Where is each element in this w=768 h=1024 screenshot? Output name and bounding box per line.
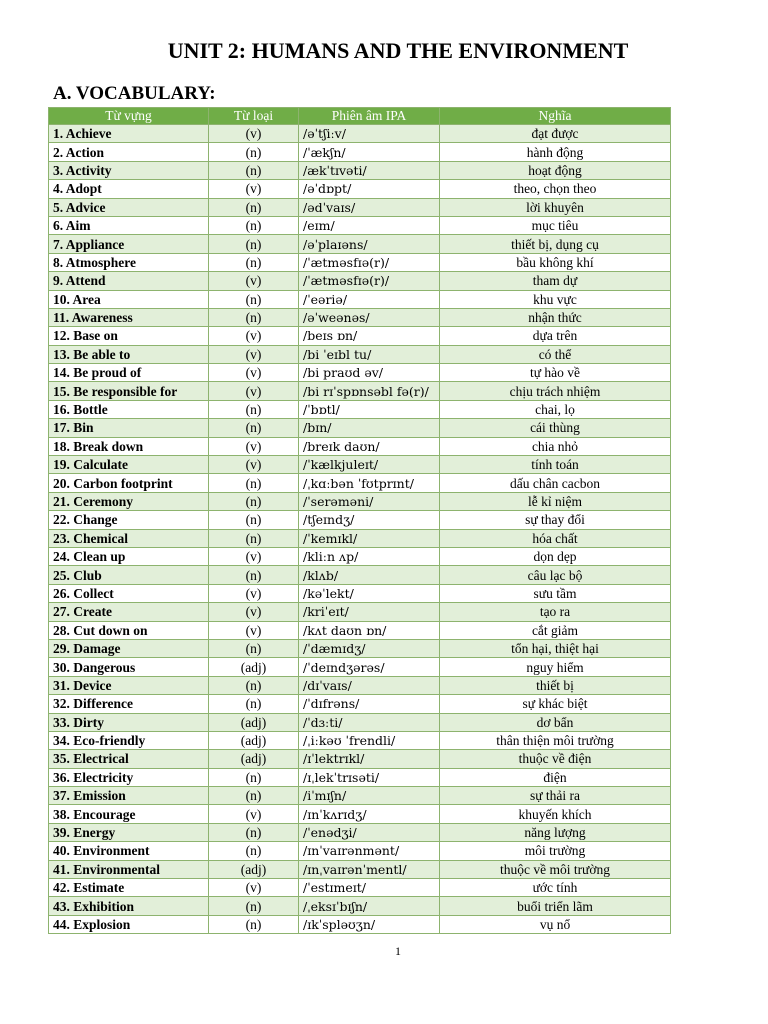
table-row bbox=[49, 879, 671, 897]
ipa-transcription: /ˈenədʒi/ bbox=[299, 823, 440, 841]
word-meaning: tạo ra bbox=[440, 603, 671, 621]
word-meaning: lời khuyên bbox=[440, 198, 671, 216]
table-row bbox=[49, 750, 671, 768]
ipa-transcription: /ɪˈlektrɪkl/ bbox=[299, 750, 440, 768]
word-type: (n) bbox=[209, 695, 299, 713]
word-meaning: chai, lọ bbox=[440, 400, 671, 418]
table-row bbox=[49, 511, 671, 529]
table-row bbox=[49, 584, 671, 602]
vocab-word: 11. Awareness bbox=[49, 308, 209, 326]
table-row bbox=[49, 308, 671, 326]
word-type: (adj) bbox=[209, 750, 299, 768]
word-type: (v) bbox=[209, 603, 299, 621]
word-meaning: thiết bị bbox=[440, 676, 671, 694]
ipa-transcription: /ˈdæmɪdʒ/ bbox=[299, 639, 440, 657]
table-row bbox=[49, 253, 671, 271]
word-meaning: tổn hại, thiệt hại bbox=[440, 639, 671, 657]
vocab-word: 15. Be responsible for bbox=[49, 382, 209, 400]
header-word: Từ vựng bbox=[49, 108, 209, 125]
vocab-word: 2. Action bbox=[49, 143, 209, 161]
table-row bbox=[49, 419, 671, 437]
word-type: (v) bbox=[209, 180, 299, 198]
ipa-transcription: /ˈdɪfrəns/ bbox=[299, 695, 440, 713]
table-row bbox=[49, 658, 671, 676]
word-meaning: thuộc về điện bbox=[440, 750, 671, 768]
ipa-transcription: /ˌeksɪˈbɪʃn/ bbox=[299, 897, 440, 915]
vocab-word: 6. Aim bbox=[49, 216, 209, 234]
table-row bbox=[49, 198, 671, 216]
vocab-word: 28. Cut down on bbox=[49, 621, 209, 639]
vocab-word: 27. Create bbox=[49, 603, 209, 621]
word-meaning: môi trường bbox=[440, 842, 671, 860]
table-row bbox=[49, 897, 671, 915]
word-type: (v) bbox=[209, 125, 299, 143]
vocab-word: 23. Chemical bbox=[49, 529, 209, 547]
vocab-word: 43. Exhibition bbox=[49, 897, 209, 915]
table-row bbox=[49, 345, 671, 363]
ipa-transcription: /dɪˈvaɪs/ bbox=[299, 676, 440, 694]
ipa-transcription: /əˈdɒpt/ bbox=[299, 180, 440, 198]
word-type: (n) bbox=[209, 198, 299, 216]
word-type: (n) bbox=[209, 143, 299, 161]
word-meaning: chịu trách nhiệm bbox=[440, 382, 671, 400]
ipa-transcription: /ˈkemɪkl/ bbox=[299, 529, 440, 547]
table-row bbox=[49, 621, 671, 639]
word-meaning: sự thay đổi bbox=[440, 511, 671, 529]
word-type: (adj) bbox=[209, 713, 299, 731]
word-meaning: dấu chân cacbon bbox=[440, 474, 671, 492]
word-type: (n) bbox=[209, 308, 299, 326]
table-row bbox=[49, 125, 671, 143]
word-type: (v) bbox=[209, 621, 299, 639]
ipa-transcription: /kriˈeɪt/ bbox=[299, 603, 440, 621]
table-row bbox=[49, 603, 671, 621]
ipa-transcription: /ɪnˈkʌrɪdʒ/ bbox=[299, 805, 440, 823]
word-meaning: hành động bbox=[440, 143, 671, 161]
word-meaning: buổi triển lãm bbox=[440, 897, 671, 915]
header-meaning: Nghĩa bbox=[440, 108, 671, 125]
ipa-transcription: /eɪm/ bbox=[299, 216, 440, 234]
word-type: (n) bbox=[209, 768, 299, 786]
table-row bbox=[49, 639, 671, 657]
word-type: (n) bbox=[209, 400, 299, 418]
vocab-word: 3. Activity bbox=[49, 161, 209, 179]
word-type: (n) bbox=[209, 235, 299, 253]
vocab-word: 42. Estimate bbox=[49, 879, 209, 897]
word-type: (n) bbox=[209, 492, 299, 510]
ipa-transcription: /tʃeɪndʒ/ bbox=[299, 511, 440, 529]
table-row bbox=[49, 676, 671, 694]
ipa-transcription: /ˌiːkəʊ ˈfrendli/ bbox=[299, 731, 440, 749]
word-meaning: điện bbox=[440, 768, 671, 786]
word-type: (v) bbox=[209, 437, 299, 455]
word-meaning: nhận thức bbox=[440, 308, 671, 326]
table-body bbox=[49, 125, 671, 934]
table-row bbox=[49, 768, 671, 786]
word-meaning: dựa trên bbox=[440, 327, 671, 345]
ipa-transcription: /iˈmɪʃn/ bbox=[299, 787, 440, 805]
ipa-transcription: /ˈdeɪndʒərəs/ bbox=[299, 658, 440, 676]
word-meaning: tính toán bbox=[440, 456, 671, 474]
word-meaning: mục tiêu bbox=[440, 216, 671, 234]
table-row bbox=[49, 400, 671, 418]
word-meaning: sự khác biệt bbox=[440, 695, 671, 713]
vocab-word: 39. Energy bbox=[49, 823, 209, 841]
section-heading: A. VOCABULARY: bbox=[53, 83, 216, 104]
word-meaning: năng lượng bbox=[440, 823, 671, 841]
word-meaning: lễ kỉ niệm bbox=[440, 492, 671, 510]
vocab-word: 9. Attend bbox=[49, 272, 209, 290]
vocab-word: 10. Area bbox=[49, 290, 209, 308]
vocab-word: 20. Carbon footprint bbox=[49, 474, 209, 492]
word-type: (v) bbox=[209, 805, 299, 823]
word-meaning: sự thải ra bbox=[440, 787, 671, 805]
table-row bbox=[49, 842, 671, 860]
word-type: (v) bbox=[209, 584, 299, 602]
vocab-word: 44. Explosion bbox=[49, 915, 209, 933]
vocab-word: 32. Difference bbox=[49, 695, 209, 713]
table-row bbox=[49, 474, 671, 492]
ipa-transcription: /bɪn/ bbox=[299, 419, 440, 437]
vocab-word: 29. Damage bbox=[49, 639, 209, 657]
word-meaning: khu vực bbox=[440, 290, 671, 308]
word-meaning: cái thùng bbox=[440, 419, 671, 437]
ipa-transcription: /ˌkɑːbən ˈfʊtprɪnt/ bbox=[299, 474, 440, 492]
ipa-transcription: /ˈdɜːti/ bbox=[299, 713, 440, 731]
word-type: (v) bbox=[209, 364, 299, 382]
word-meaning: thiết bị, dụng cụ bbox=[440, 235, 671, 253]
ipa-transcription: /kəˈlekt/ bbox=[299, 584, 440, 602]
vocab-word: 4. Adopt bbox=[49, 180, 209, 198]
ipa-transcription: /ˈeəriə/ bbox=[299, 290, 440, 308]
table-row bbox=[49, 492, 671, 510]
vocabulary-table bbox=[48, 107, 671, 934]
ipa-transcription: /beɪs ɒn/ bbox=[299, 327, 440, 345]
page-title: UNIT 2: HUMANS AND THE ENVIRONMENT bbox=[167, 38, 629, 63]
table-row bbox=[49, 180, 671, 198]
ipa-transcription: /ˈserəməni/ bbox=[299, 492, 440, 510]
word-meaning: cắt giảm bbox=[440, 621, 671, 639]
table-row bbox=[49, 364, 671, 382]
vocab-word: 7. Appliance bbox=[49, 235, 209, 253]
word-meaning: ước tính bbox=[440, 879, 671, 897]
ipa-transcription: /kliːn ʌp/ bbox=[299, 547, 440, 565]
word-type: (v) bbox=[209, 327, 299, 345]
word-type: (v) bbox=[209, 345, 299, 363]
ipa-transcription: /əˈtʃiːv/ bbox=[299, 125, 440, 143]
word-type: (n) bbox=[209, 216, 299, 234]
table-row bbox=[49, 713, 671, 731]
word-type: (n) bbox=[209, 915, 299, 933]
vocab-word: 35. Electrical bbox=[49, 750, 209, 768]
table-row bbox=[49, 143, 671, 161]
word-type: (n) bbox=[209, 897, 299, 915]
vocab-word: 38. Encourage bbox=[49, 805, 209, 823]
vocab-word: 36. Electricity bbox=[49, 768, 209, 786]
vocab-word: 31. Device bbox=[49, 676, 209, 694]
table-row bbox=[49, 216, 671, 234]
word-meaning: dọn dẹp bbox=[440, 547, 671, 565]
table-row bbox=[49, 547, 671, 565]
word-type: (n) bbox=[209, 290, 299, 308]
ipa-transcription: /ˈbɒtl/ bbox=[299, 400, 440, 418]
ipa-transcription: /ˈætməsfɪə(r)/ bbox=[299, 253, 440, 271]
table-row bbox=[49, 327, 671, 345]
vocab-word: 12. Base on bbox=[49, 327, 209, 345]
word-type: (n) bbox=[209, 511, 299, 529]
vocab-word: 18. Break down bbox=[49, 437, 209, 455]
word-meaning: hóa chất bbox=[440, 529, 671, 547]
word-meaning: bầu không khí bbox=[440, 253, 671, 271]
vocab-word: 25. Club bbox=[49, 566, 209, 584]
vocab-word: 41. Environmental bbox=[49, 860, 209, 878]
header-type: Từ loại bbox=[209, 108, 299, 125]
word-meaning: tham dự bbox=[440, 272, 671, 290]
ipa-transcription: /ɪnˌvaɪrənˈmentl/ bbox=[299, 860, 440, 878]
table-row bbox=[49, 805, 671, 823]
vocab-word: 26. Collect bbox=[49, 584, 209, 602]
table-row bbox=[49, 566, 671, 584]
word-type: (adj) bbox=[209, 731, 299, 749]
word-type: (n) bbox=[209, 842, 299, 860]
page-number: 1 bbox=[395, 944, 401, 958]
vocab-word: 1. Achieve bbox=[49, 125, 209, 143]
vocab-word: 24. Clean up bbox=[49, 547, 209, 565]
table-row bbox=[49, 290, 671, 308]
word-type: (n) bbox=[209, 823, 299, 841]
ipa-transcription: /bi rɪˈspɒnsəbl fə(r)/ bbox=[299, 382, 440, 400]
table-row bbox=[49, 456, 671, 474]
word-meaning: vụ nổ bbox=[440, 915, 671, 933]
word-meaning: hoạt động bbox=[440, 161, 671, 179]
word-type: (n) bbox=[209, 639, 299, 657]
word-type: (n) bbox=[209, 566, 299, 584]
word-meaning: tự hào về bbox=[440, 364, 671, 382]
word-type: (adj) bbox=[209, 860, 299, 878]
word-meaning: theo, chọn theo bbox=[440, 180, 671, 198]
word-meaning: đạt được bbox=[440, 125, 671, 143]
word-meaning: chia nhỏ bbox=[440, 437, 671, 455]
ipa-transcription: /ədˈvaɪs/ bbox=[299, 198, 440, 216]
table-row bbox=[49, 235, 671, 253]
word-meaning: nguy hiểm bbox=[440, 658, 671, 676]
vocab-word: 40. Environment bbox=[49, 842, 209, 860]
ipa-transcription: /ˈækʃn/ bbox=[299, 143, 440, 161]
vocab-word: 5. Advice bbox=[49, 198, 209, 216]
word-meaning: câu lạc bộ bbox=[440, 566, 671, 584]
word-meaning: thuộc về môi trường bbox=[440, 860, 671, 878]
ipa-transcription: /əˈweənəs/ bbox=[299, 308, 440, 326]
ipa-transcription: /bi praʊd əv/ bbox=[299, 364, 440, 382]
word-meaning: khuyến khích bbox=[440, 805, 671, 823]
word-meaning: dơ bẩn bbox=[440, 713, 671, 731]
word-type: (n) bbox=[209, 419, 299, 437]
vocab-word: 33. Dirty bbox=[49, 713, 209, 731]
ipa-transcription: /bi ˈeɪbl tu/ bbox=[299, 345, 440, 363]
word-type: (v) bbox=[209, 879, 299, 897]
vocab-word: 22. Change bbox=[49, 511, 209, 529]
vocab-word: 34. Eco-friendly bbox=[49, 731, 209, 749]
word-type: (v) bbox=[209, 272, 299, 290]
vocab-word: 19. Calculate bbox=[49, 456, 209, 474]
word-meaning: thân thiện môi trường bbox=[440, 731, 671, 749]
word-type: (v) bbox=[209, 456, 299, 474]
table-header-row bbox=[49, 108, 671, 125]
ipa-transcription: /klʌb/ bbox=[299, 566, 440, 584]
word-type: (n) bbox=[209, 529, 299, 547]
word-type: (n) bbox=[209, 474, 299, 492]
table-row bbox=[49, 860, 671, 878]
word-type: (n) bbox=[209, 787, 299, 805]
table-row bbox=[49, 823, 671, 841]
ipa-transcription: /ˈestɪmeɪt/ bbox=[299, 879, 440, 897]
ipa-transcription: /ɪkˈspləʊʒn/ bbox=[299, 915, 440, 933]
word-type: (n) bbox=[209, 676, 299, 694]
table-row bbox=[49, 382, 671, 400]
ipa-transcription: /ˈætməsfɪə(r)/ bbox=[299, 272, 440, 290]
word-type: (v) bbox=[209, 382, 299, 400]
word-meaning: sưu tầm bbox=[440, 584, 671, 602]
table-row bbox=[49, 529, 671, 547]
word-type: (adj) bbox=[209, 658, 299, 676]
header-ipa: Phiên âm IPA bbox=[299, 108, 440, 125]
vocab-word: 8. Atmosphere bbox=[49, 253, 209, 271]
ipa-transcription: /kʌt daʊn ɒn/ bbox=[299, 621, 440, 639]
vocab-word: 30. Dangerous bbox=[49, 658, 209, 676]
table-row bbox=[49, 161, 671, 179]
word-type: (v) bbox=[209, 547, 299, 565]
ipa-transcription: /breɪk daʊn/ bbox=[299, 437, 440, 455]
table-row bbox=[49, 787, 671, 805]
word-type: (n) bbox=[209, 253, 299, 271]
vocab-word: 21. Ceremony bbox=[49, 492, 209, 510]
table-row bbox=[49, 695, 671, 713]
table-row bbox=[49, 272, 671, 290]
vocab-word: 37. Emission bbox=[49, 787, 209, 805]
word-meaning: có thể bbox=[440, 345, 671, 363]
vocab-word: 14. Be proud of bbox=[49, 364, 209, 382]
ipa-transcription: /ɪˌlekˈtrɪsəti/ bbox=[299, 768, 440, 786]
ipa-transcription: /ækˈtɪvəti/ bbox=[299, 161, 440, 179]
ipa-transcription: /ˈkælkjuleɪt/ bbox=[299, 456, 440, 474]
table-row bbox=[49, 915, 671, 933]
word-type: (n) bbox=[209, 161, 299, 179]
table-row bbox=[49, 731, 671, 749]
table-row bbox=[49, 437, 671, 455]
vocab-word: 17. Bin bbox=[49, 419, 209, 437]
vocab-word: 13. Be able to bbox=[49, 345, 209, 363]
vocab-word: 16. Bottle bbox=[49, 400, 209, 418]
ipa-transcription: /əˈplaɪəns/ bbox=[299, 235, 440, 253]
ipa-transcription: /ɪnˈvaɪrənmənt/ bbox=[299, 842, 440, 860]
